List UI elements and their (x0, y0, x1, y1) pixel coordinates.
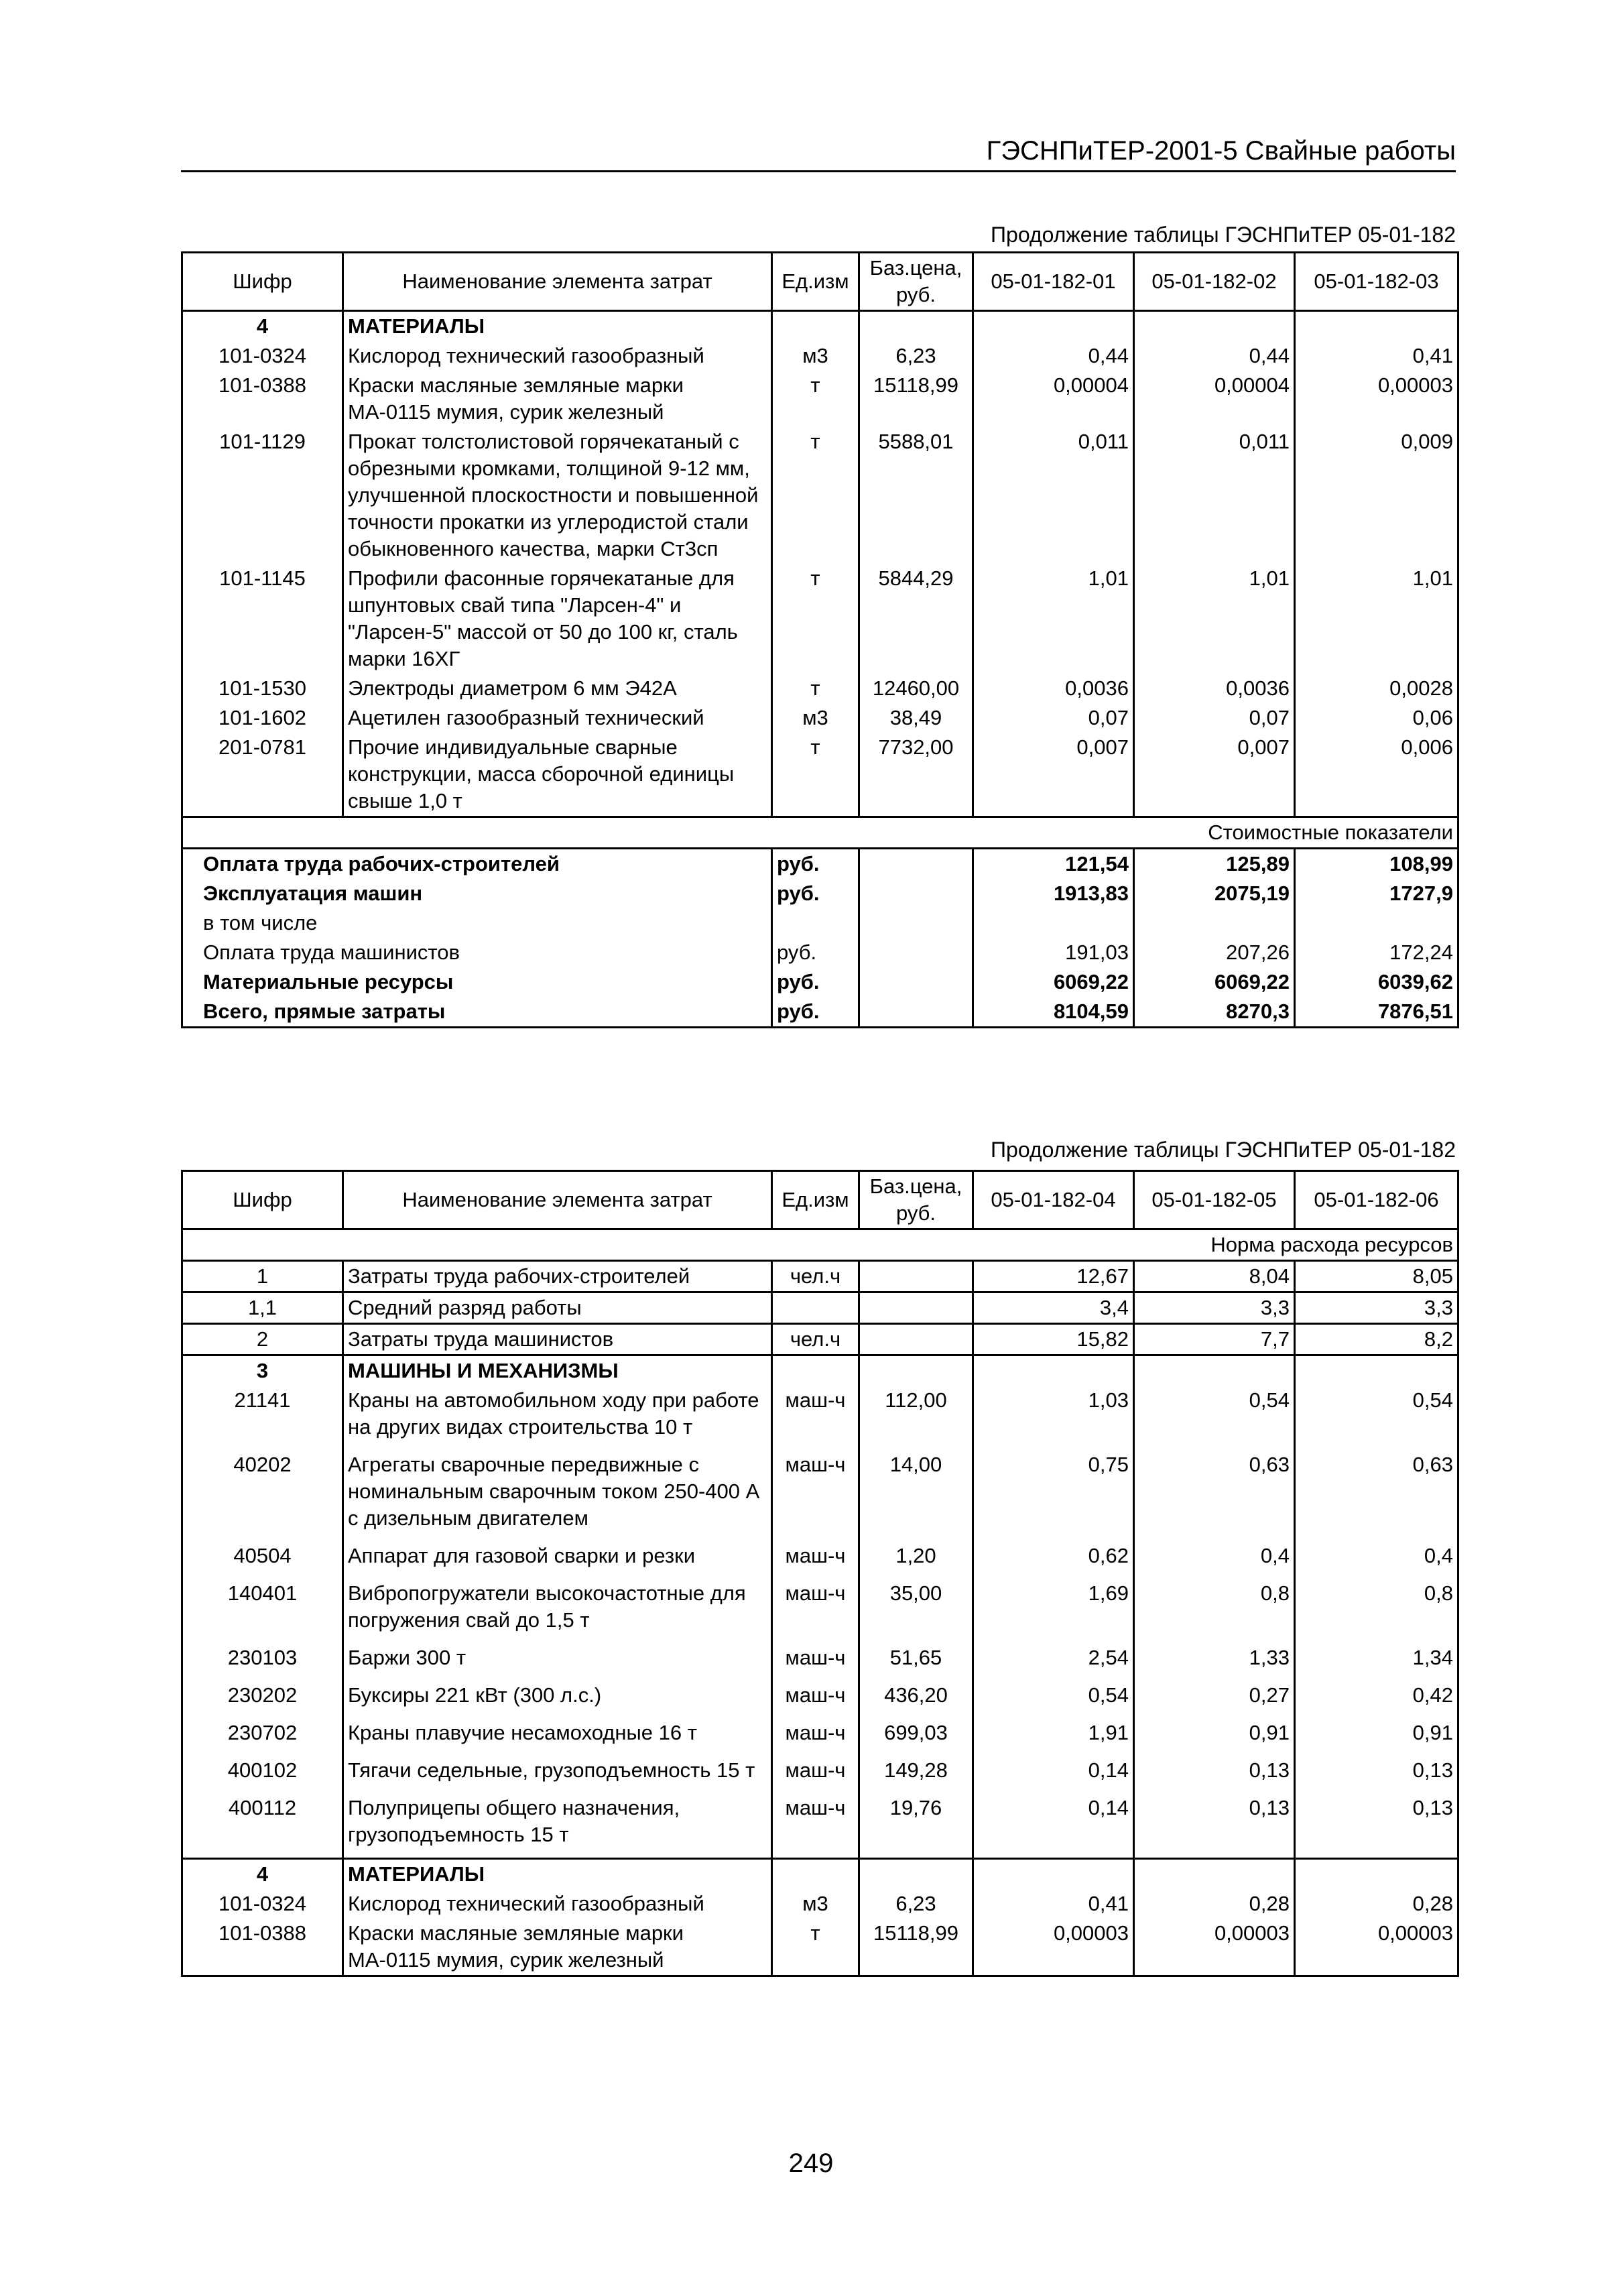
cost-value-1: 191,03 (973, 938, 1134, 967)
cell-value-2: 8,04 (1134, 1261, 1295, 1292)
cell-value-3: 0,28 (1295, 1889, 1458, 1919)
cell-unit: т (772, 733, 859, 817)
cell-value-3: 0,41 (1295, 341, 1458, 371)
table-row (182, 1756, 1458, 1793)
cell-unit: маш-ч (772, 1793, 859, 1859)
cell-value-1: 1,03 (973, 1386, 1134, 1450)
cost-row (182, 908, 1458, 938)
cell-code: 40504 (182, 1541, 343, 1579)
cell-value-3: 3,3 (1295, 1292, 1458, 1324)
empty-cell (772, 1859, 859, 1890)
cell-unit: маш-ч (772, 1386, 859, 1450)
cell-price: 1,20 (859, 1541, 973, 1579)
cell-value-2: 7,7 (1134, 1324, 1295, 1355)
cell-value-3: 0,13 (1295, 1756, 1458, 1793)
cell-name: Вибропогружатели высокочастотные для погружения свай до 1,5 т (343, 1579, 772, 1643)
table-row (182, 427, 1458, 564)
cost-value-3: 6039,62 (1295, 967, 1458, 997)
cell-value-3: 8,2 (1295, 1324, 1458, 1355)
cell-value-2: 3,3 (1134, 1292, 1295, 1324)
cost-unit: руб. (772, 967, 859, 997)
empty-cell (1134, 311, 1295, 342)
cost-value-2 (1134, 908, 1295, 938)
cost-row (182, 967, 1458, 997)
table1 (181, 251, 1459, 1028)
cell-code: 101-1145 (182, 564, 343, 674)
cell-price: 12460,00 (859, 674, 973, 703)
empty-cell (1295, 1355, 1458, 1386)
cell-value-3: 0,006 (1295, 733, 1458, 817)
table-row (182, 1889, 1458, 1919)
cell-value-2: 0,00003 (1134, 1919, 1295, 1976)
cell-value-1: 0,011 (973, 427, 1134, 564)
cell-code: 101-0324 (182, 1889, 343, 1919)
col-header-name: Наименование элемента затрат (343, 253, 772, 311)
cost-value-2: 2075,19 (1134, 879, 1295, 908)
table-row (182, 1261, 1458, 1292)
cell-code: 101-0388 (182, 371, 343, 427)
cell-code: 40202 (182, 1450, 343, 1541)
cell-price: 51,65 (859, 1643, 973, 1681)
cell-value-3: 0,4 (1295, 1541, 1458, 1579)
cell-code: 1 (182, 1261, 343, 1292)
cell-value-3: 8,05 (1295, 1261, 1458, 1292)
col-header-v1: 05-01-182-04 (973, 1171, 1134, 1229)
section-row (182, 1859, 1458, 1890)
cell-name: Затраты труда рабочих-строителей (343, 1261, 772, 1292)
cost-heading-row (182, 817, 1458, 849)
section-title: МАТЕРИАЛЫ (343, 1859, 772, 1890)
cell-price (859, 1324, 973, 1355)
cell-name: Баржи 300 т (343, 1643, 772, 1681)
cell-name: Аппарат для газовой сварки и резки (343, 1541, 772, 1579)
cost-unit (772, 908, 859, 938)
cell-value-2: 0,8 (1134, 1579, 1295, 1643)
cost-value-3 (1295, 908, 1458, 938)
cell-value-2: 0,4 (1134, 1541, 1295, 1579)
cell-code: 2 (182, 1324, 343, 1355)
cell-value-2: 1,01 (1134, 564, 1295, 674)
table-row (182, 703, 1458, 733)
empty-cell (859, 967, 973, 997)
cell-unit: маш-ч (772, 1541, 859, 1579)
empty-cell (859, 997, 973, 1028)
empty-cell (859, 938, 973, 967)
cell-value-3: 0,42 (1295, 1681, 1458, 1718)
cell-name: Краски масляные земляные марки МА-0115 мумия, сурик железный (343, 1919, 772, 1976)
table-row (182, 1324, 1458, 1355)
empty-cell (973, 1355, 1134, 1386)
cell-price: 15118,99 (859, 1919, 973, 1976)
cell-name: Ацетилен газообразный технический (343, 703, 772, 733)
cell-price: 149,28 (859, 1756, 973, 1793)
table1-body (182, 311, 1458, 1028)
cell-price: 14,00 (859, 1450, 973, 1541)
cell-value-3: 0,63 (1295, 1450, 1458, 1541)
cell-name: Тягачи седельные, грузоподъемность 15 т (343, 1756, 772, 1793)
table-row (182, 1793, 1458, 1859)
cell-value-1: 3,4 (973, 1292, 1134, 1324)
cost-value-1 (973, 908, 1134, 938)
cell-unit: т (772, 674, 859, 703)
cell-code: 201-0781 (182, 733, 343, 817)
cost-value-2: 207,26 (1134, 938, 1295, 967)
cell-unit: маш-ч (772, 1756, 859, 1793)
cell-price: 7732,00 (859, 733, 973, 817)
cell-value-2: 0,91 (1134, 1718, 1295, 1756)
cell-value-1: 0,75 (973, 1450, 1134, 1541)
empty-cell (859, 1859, 973, 1890)
cost-value-3: 1727,9 (1295, 879, 1458, 908)
cell-value-1: 12,67 (973, 1261, 1134, 1292)
cell-value-2: 0,13 (1134, 1793, 1295, 1859)
cost-label: Эксплуатация машин (182, 879, 772, 908)
empty-cell (1134, 1859, 1295, 1890)
table1-header-row (182, 253, 1458, 311)
cell-name: Электроды диаметром 6 мм Э42А (343, 674, 772, 703)
col-header-v2: 05-01-182-05 (1134, 1171, 1295, 1229)
cell-price: 19,76 (859, 1793, 973, 1859)
page-header: ГЭСНПиТЕР-2001-5 Свайные работы (181, 134, 1456, 172)
cell-price (859, 1261, 973, 1292)
table-row (182, 1919, 1458, 1976)
cell-value-1: 0,00004 (973, 371, 1134, 427)
cell-name: Краны на автомобильном ходу при работе на других видах строительства 10 т (343, 1386, 772, 1450)
col-header-name: Наименование элемента затрат (343, 1171, 772, 1229)
section-row (182, 311, 1458, 342)
cell-name: Прокат толстолистовой горячекатаный с обрезными кромками, толщиной 9-12 мм, улучшенной плоскостности и повышенной точности прокатки из углеродистой стали обыкновенного качества, марки Ст3сп (343, 427, 772, 564)
cell-price: 6,23 (859, 1889, 973, 1919)
table-row (182, 733, 1458, 817)
cell-value-3: 1,34 (1295, 1643, 1458, 1681)
table-row (182, 1579, 1458, 1643)
cell-unit: маш-ч (772, 1579, 859, 1643)
cell-code: 101-1129 (182, 427, 343, 564)
cell-value-1: 0,54 (973, 1681, 1134, 1718)
cell-unit: м3 (772, 703, 859, 733)
cell-value-1: 1,91 (973, 1718, 1134, 1756)
cell-value-3: 0,00003 (1295, 1919, 1458, 1976)
col-header-v3: 05-01-182-06 (1295, 1171, 1458, 1229)
table-row (182, 371, 1458, 427)
section-code: 3 (182, 1355, 343, 1386)
cost-heading: Стоимостные показатели (182, 817, 1458, 849)
cost-unit: руб. (772, 938, 859, 967)
cell-value-2: 1,33 (1134, 1643, 1295, 1681)
empty-cell (1295, 1859, 1458, 1890)
norm-heading: Норма расхода ресурсов (182, 1229, 1458, 1261)
cell-unit: т (772, 427, 859, 564)
table-row (182, 1681, 1458, 1718)
cell-value-1: 0,41 (973, 1889, 1134, 1919)
empty-cell (772, 1355, 859, 1386)
cell-code: 101-0388 (182, 1919, 343, 1976)
cell-code: 400102 (182, 1756, 343, 1793)
cost-row (182, 997, 1458, 1028)
cost-value-2: 8270,3 (1134, 997, 1295, 1028)
cell-value-1: 0,0036 (973, 674, 1134, 703)
cell-value-2: 0,0036 (1134, 674, 1295, 703)
cell-value-2: 0,011 (1134, 427, 1295, 564)
cell-value-3: 0,009 (1295, 427, 1458, 564)
cell-unit: чел.ч (772, 1324, 859, 1355)
empty-cell (772, 311, 859, 342)
cell-value-2: 0,28 (1134, 1889, 1295, 1919)
section-code: 4 (182, 311, 343, 342)
col-header-price: Баз.цена, руб. (859, 253, 973, 311)
cell-unit: маш-ч (772, 1450, 859, 1541)
cost-value-2: 6069,22 (1134, 967, 1295, 997)
cell-unit: маш-ч (772, 1718, 859, 1756)
cell-value-3: 0,06 (1295, 703, 1458, 733)
cell-price: 699,03 (859, 1718, 973, 1756)
cell-value-2: 0,63 (1134, 1450, 1295, 1541)
col-header-unit: Ед.изм (772, 253, 859, 311)
cell-unit: чел.ч (772, 1261, 859, 1292)
cell-value-3: 0,91 (1295, 1718, 1458, 1756)
cost-unit: руб. (772, 879, 859, 908)
cell-code: 140401 (182, 1579, 343, 1643)
cost-unit: руб. (772, 849, 859, 880)
table-row (182, 1643, 1458, 1681)
cell-code: 230103 (182, 1643, 343, 1681)
empty-cell (1295, 311, 1458, 342)
cost-value-3: 108,99 (1295, 849, 1458, 880)
cell-unit: м3 (772, 1889, 859, 1919)
cell-code: 101-0324 (182, 341, 343, 371)
cell-price: 5844,29 (859, 564, 973, 674)
cell-code: 101-1530 (182, 674, 343, 703)
cell-value-1: 1,01 (973, 564, 1134, 674)
cell-code: 400112 (182, 1793, 343, 1859)
empty-cell (1134, 1355, 1295, 1386)
empty-cell (859, 311, 973, 342)
cell-code: 21141 (182, 1386, 343, 1450)
cell-unit: маш-ч (772, 1643, 859, 1681)
cell-value-2: 0,27 (1134, 1681, 1295, 1718)
cell-value-2: 0,13 (1134, 1756, 1295, 1793)
empty-cell (973, 311, 1134, 342)
cost-label: Оплата труда рабочих-строителей (182, 849, 772, 880)
col-header-code: Шифр (182, 1171, 343, 1229)
cell-name: Краски масляные земляные марки МА-0115 мумия, сурик железный (343, 371, 772, 427)
table-row (182, 1292, 1458, 1324)
section-row (182, 1355, 1458, 1386)
cell-value-2: 0,07 (1134, 703, 1295, 733)
section-code: 4 (182, 1859, 343, 1890)
cell-value-3: 0,8 (1295, 1579, 1458, 1643)
cell-value-2: 0,54 (1134, 1386, 1295, 1450)
col-header-code: Шифр (182, 253, 343, 311)
cell-value-1: 15,82 (973, 1324, 1134, 1355)
table-row (182, 674, 1458, 703)
cost-label: Всего, прямые затраты (182, 997, 772, 1028)
cell-value-1: 0,00003 (973, 1919, 1134, 1976)
cell-unit: т (772, 564, 859, 674)
col-header-unit: Ед.изм (772, 1171, 859, 1229)
cell-code: 1,1 (182, 1292, 343, 1324)
table-row (182, 1450, 1458, 1541)
table2-caption: Продолжение таблицы ГЭСНПиТЕР 05-01-182 (991, 1138, 1456, 1162)
col-header-v1: 05-01-182-01 (973, 253, 1134, 311)
cell-value-1: 0,007 (973, 733, 1134, 817)
cost-value-3: 7876,51 (1295, 997, 1458, 1028)
cost-value-1: 6069,22 (973, 967, 1134, 997)
col-header-v2: 05-01-182-02 (1134, 253, 1295, 311)
cell-price: 5588,01 (859, 427, 973, 564)
cell-value-2: 0,00004 (1134, 371, 1295, 427)
cell-unit: м3 (772, 341, 859, 371)
table-row (182, 341, 1458, 371)
table2-header-row (182, 1171, 1458, 1229)
cell-price: 436,20 (859, 1681, 973, 1718)
cell-name: Профили фасонные горячекатаные для шпунтовых свай типа "Ларсен-4" и "Ларсен-5" массой от 50 до 100 кг, сталь марки 16ХГ (343, 564, 772, 674)
cell-name: Полуприцепы общего назначения, грузоподъемность 15 т (343, 1793, 772, 1859)
section-title: МАШИНЫ И МЕХАНИЗМЫ (343, 1355, 772, 1386)
cell-code: 230702 (182, 1718, 343, 1756)
cost-value-3: 172,24 (1295, 938, 1458, 967)
cell-value-2: 0,44 (1134, 341, 1295, 371)
cell-name: Буксиры 221 кВт (300 л.с.) (343, 1681, 772, 1718)
section-title: МАТЕРИАЛЫ (343, 311, 772, 342)
cost-value-2: 125,89 (1134, 849, 1295, 880)
cell-value-3: 0,00003 (1295, 371, 1458, 427)
col-header-price: Баз.цена, руб. (859, 1171, 973, 1229)
cost-value-1: 1913,83 (973, 879, 1134, 908)
table-row (182, 1386, 1458, 1450)
cost-label: Оплата труда машинистов (182, 938, 772, 967)
table-row (182, 1541, 1458, 1579)
cell-unit (772, 1292, 859, 1324)
cell-value-1: 0,07 (973, 703, 1134, 733)
empty-cell (859, 849, 973, 880)
cell-price: 6,23 (859, 341, 973, 371)
table-row (182, 564, 1458, 674)
col-header-v3: 05-01-182-03 (1295, 253, 1458, 311)
cell-unit: маш-ч (772, 1681, 859, 1718)
cell-name: Агрегаты сварочные передвижные с номинальным сварочным током 250-400 А с дизельным двигателем (343, 1450, 772, 1541)
table2-body (182, 1229, 1458, 1976)
empty-cell (859, 908, 973, 938)
cost-unit: руб. (772, 997, 859, 1028)
cell-name: Кислород технический газообразный (343, 341, 772, 371)
cell-value-2: 0,007 (1134, 733, 1295, 817)
cell-name: Затраты труда машинистов (343, 1324, 772, 1355)
cost-row (182, 879, 1458, 908)
cell-price (859, 1292, 973, 1324)
table-row (182, 1718, 1458, 1756)
cost-row (182, 938, 1458, 967)
empty-cell (859, 879, 973, 908)
cost-row (182, 849, 1458, 880)
cell-value-1: 1,69 (973, 1579, 1134, 1643)
page-number: 249 (788, 2149, 834, 2178)
cost-label: в том числе (182, 908, 772, 938)
cell-value-3: 0,0028 (1295, 674, 1458, 703)
cell-code: 230202 (182, 1681, 343, 1718)
cell-name: Прочие индивидуальные сварные конструкции, масса сборочной единицы свыше 1,0 т (343, 733, 772, 817)
cell-unit: т (772, 1919, 859, 1976)
cell-price: 15118,99 (859, 371, 973, 427)
cell-value-3: 1,01 (1295, 564, 1458, 674)
cell-value-1: 0,14 (973, 1756, 1134, 1793)
empty-cell (973, 1859, 1134, 1890)
cell-name: Краны плавучие несамоходные 16 т (343, 1718, 772, 1756)
cost-value-1: 121,54 (973, 849, 1134, 880)
cost-label: Материальные ресурсы (182, 967, 772, 997)
norm-heading-row (182, 1229, 1458, 1261)
cell-value-1: 0,62 (973, 1541, 1134, 1579)
cell-name: Средний разряд работы (343, 1292, 772, 1324)
cell-value-3: 0,13 (1295, 1793, 1458, 1859)
empty-cell (859, 1355, 973, 1386)
table1-caption: Продолжение таблицы ГЭСНПиТЕР 05-01-182 (991, 223, 1456, 247)
cell-price: 35,00 (859, 1579, 973, 1643)
cell-value-1: 0,14 (973, 1793, 1134, 1859)
cell-code: 101-1602 (182, 703, 343, 733)
cost-value-1: 8104,59 (973, 997, 1134, 1028)
cell-price: 38,49 (859, 703, 973, 733)
cell-price: 112,00 (859, 1386, 973, 1450)
table2 (181, 1170, 1459, 1977)
cell-value-3: 0,54 (1295, 1386, 1458, 1450)
cell-unit: т (772, 371, 859, 427)
cell-name: Кислород технический газообразный (343, 1889, 772, 1919)
cell-value-1: 0,44 (973, 341, 1134, 371)
cell-value-1: 2,54 (973, 1643, 1134, 1681)
